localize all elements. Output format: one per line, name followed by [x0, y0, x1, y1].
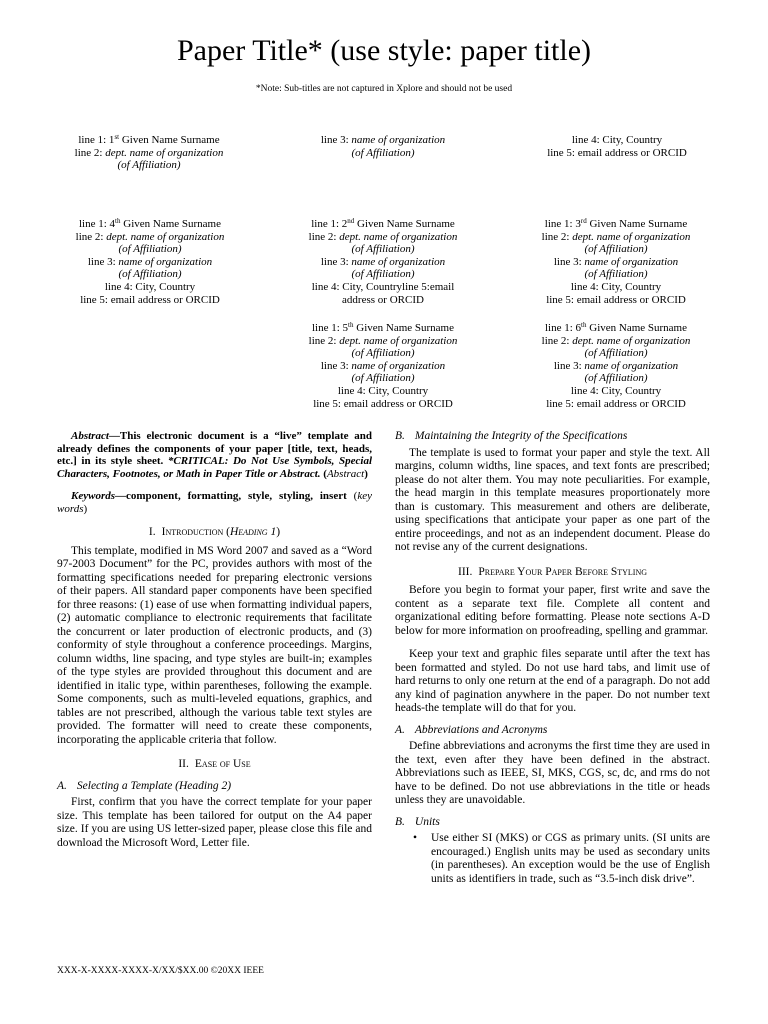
heading-selecting-template: A. Selecting a Template (Heading 2) — [57, 779, 232, 792]
heading-ease-of-use: II. Ease of Use — [178, 758, 251, 770]
author-block-5: line 1: 5th Given Name Surname line 2: dept. name of organization (of Affiliation) line 3: name of organization (of Affiliation) line 4: City, Country line 5: email address or ORCID — [308, 321, 458, 410]
copyright-footer: XXX-X-XXXX-XXXX-X/XX/$XX.00 ©20XX IEEE — [57, 966, 264, 976]
list-item: • Use either SI (MKS) or CGS as primary units. (SI units are encouraged.) English units may be used as secondary units (in parentheses). An exception would be the use of English units as identifiers in trade, such as “3.5-inch disk drive”. — [413, 832, 710, 885]
author-block-3: line 1: 3rd Given Name Surname line 2: dept. name of organization (of Affiliation) line 3: name of organization (of Affiliation) line 4: City, Country line 5: email address or ORCID — [541, 217, 691, 306]
paragraph-selecting-template: First, confirm that you have the correct template for your paper size. This template has been tailored for output on the A4 paper size. If you are using US letter-sized paper, please close this file and download the Microsoft Word, Letter file. — [57, 796, 372, 849]
heading-units: B. Units — [395, 815, 440, 828]
left-column — [57, 430, 372, 850]
author-block-6: line 1: 6th Given Name Surname line 2: dept. name of organization (of Affiliation) line 3: name of organization (of Affiliation) line 4: City, Country line 5: email address or ORCID — [541, 321, 691, 410]
paragraph-before-begin: Before you begin to format your paper, first write and save the content as a separate text file. Complete all content and organizational editing before formatting. Please note sections A-D below for more information on proofreading, spelling and grammar. — [395, 584, 710, 637]
paragraph-keep-files: Keep your text and graphic files separate until after the text has been formatted and styled. Do not use hard tabs, and limit use of hard returns to only one return at the end of a paragraph. Do not add any kind of pagination anywhere in the paper. Do not number text heads-the template will do that for you. — [395, 648, 710, 714]
heading-introduction: I. Introduction (Heading 1) — [148, 526, 281, 538]
paper-title: Paper Title* (use style: paper title) — [176, 34, 592, 67]
author-block-contact: line 4: City, Country line 5: email address or ORCID — [547, 134, 687, 159]
heading-maintaining-integrity: B. Maintaining the Integrity of the Specifications — [395, 430, 628, 442]
author-block-affiliation: line 3: name of organization (of Affiliation) — [320, 134, 446, 159]
units-list — [395, 832, 710, 886]
author-block-2: line 1: 2nd Given Name Surname line 2: dept. name of organization (of Affiliation) line 3: name of organization (of Affiliation) line 4: City, Countryline 5:email address or ORCID — [308, 217, 458, 306]
right-column — [395, 430, 710, 886]
bullet-icon: • — [413, 832, 418, 844]
abstract: Abstract—This electronic document is a “live” template and already defines the components of your paper [title, text, heads, etc.] in its style sheet. *CRITICAL: Do Not Use Symbols, Special Characters, Footnotes, or Math in Paper Title or Abstract. (Abstract) — [57, 430, 372, 480]
paragraph-maintaining-integrity: The template is used to format your paper and style the text. All margins, column widths, line spaces, and text fonts are prescribed; please do not alter them. You may note peculiarities. For example, the head margin in this template measures proportionately more than is customary. This measurement and others are deliberate, using specifications that anticipate your paper as one part of the entire proceedings, and not as an independent document. Please do not revise any of the current designations. — [395, 446, 710, 553]
heading-prepare-paper: III. Prepare Your Paper Before Styling — [458, 565, 647, 578]
author-block-1: line 1: 1st Given Name Surname line 2: dept. name of organization (of Affiliation) — [74, 133, 224, 172]
author-block-4: line 1: 4th Given Name Surname line 2: dept. name of organization (of Affiliation) line 3: name of organization (of Affiliation) line 4: City, Country line 5: email address or ORCID — [75, 217, 225, 306]
subtitle-note: *Note: Sub-titles are not captured in Xplore and should not be used — [255, 84, 513, 94]
keywords: Keywords—component, formatting, style, styling, insert (key words) — [57, 490, 372, 515]
paragraph-introduction: This template, modified in MS Word 2007 and saved as a “Word 97-2003 Document” for the PC, provides authors with most of the formatting specifications needed for preparing electronic versions of their papers. All standard paper components have been specified for three reasons: (1) ease of use when formatting individual papers, (2) automatic compliance to electronic requirements that facilitate the concurrent or later production of electronic products, and (3) conformity of style throughout a conference proceedings. Margins, column widths, line spacing, and type styles are built-in; examples of the type styles are provided throughout this document and are identified in italic type, within parentheses, following the example. Some components, such as multi-leveled equations, graphics, and tables are not prescribed, although the various table text styles are provided. The formatter will need to create these components, incorporating the applicable criteria that follow. — [57, 544, 372, 746]
paragraph-abbreviations: Define abbreviations and acronyms the first time they are used in the text, even after they have been defined in the abstract. Abbreviations such as IEEE, SI, MKS, CGS, sc, dc, and rms do not have to be defined. Do not use abbreviations in the title or heads unless they are unavoidable. — [395, 740, 710, 806]
heading-abbreviations: A. Abbreviations and Acronyms — [395, 723, 548, 736]
